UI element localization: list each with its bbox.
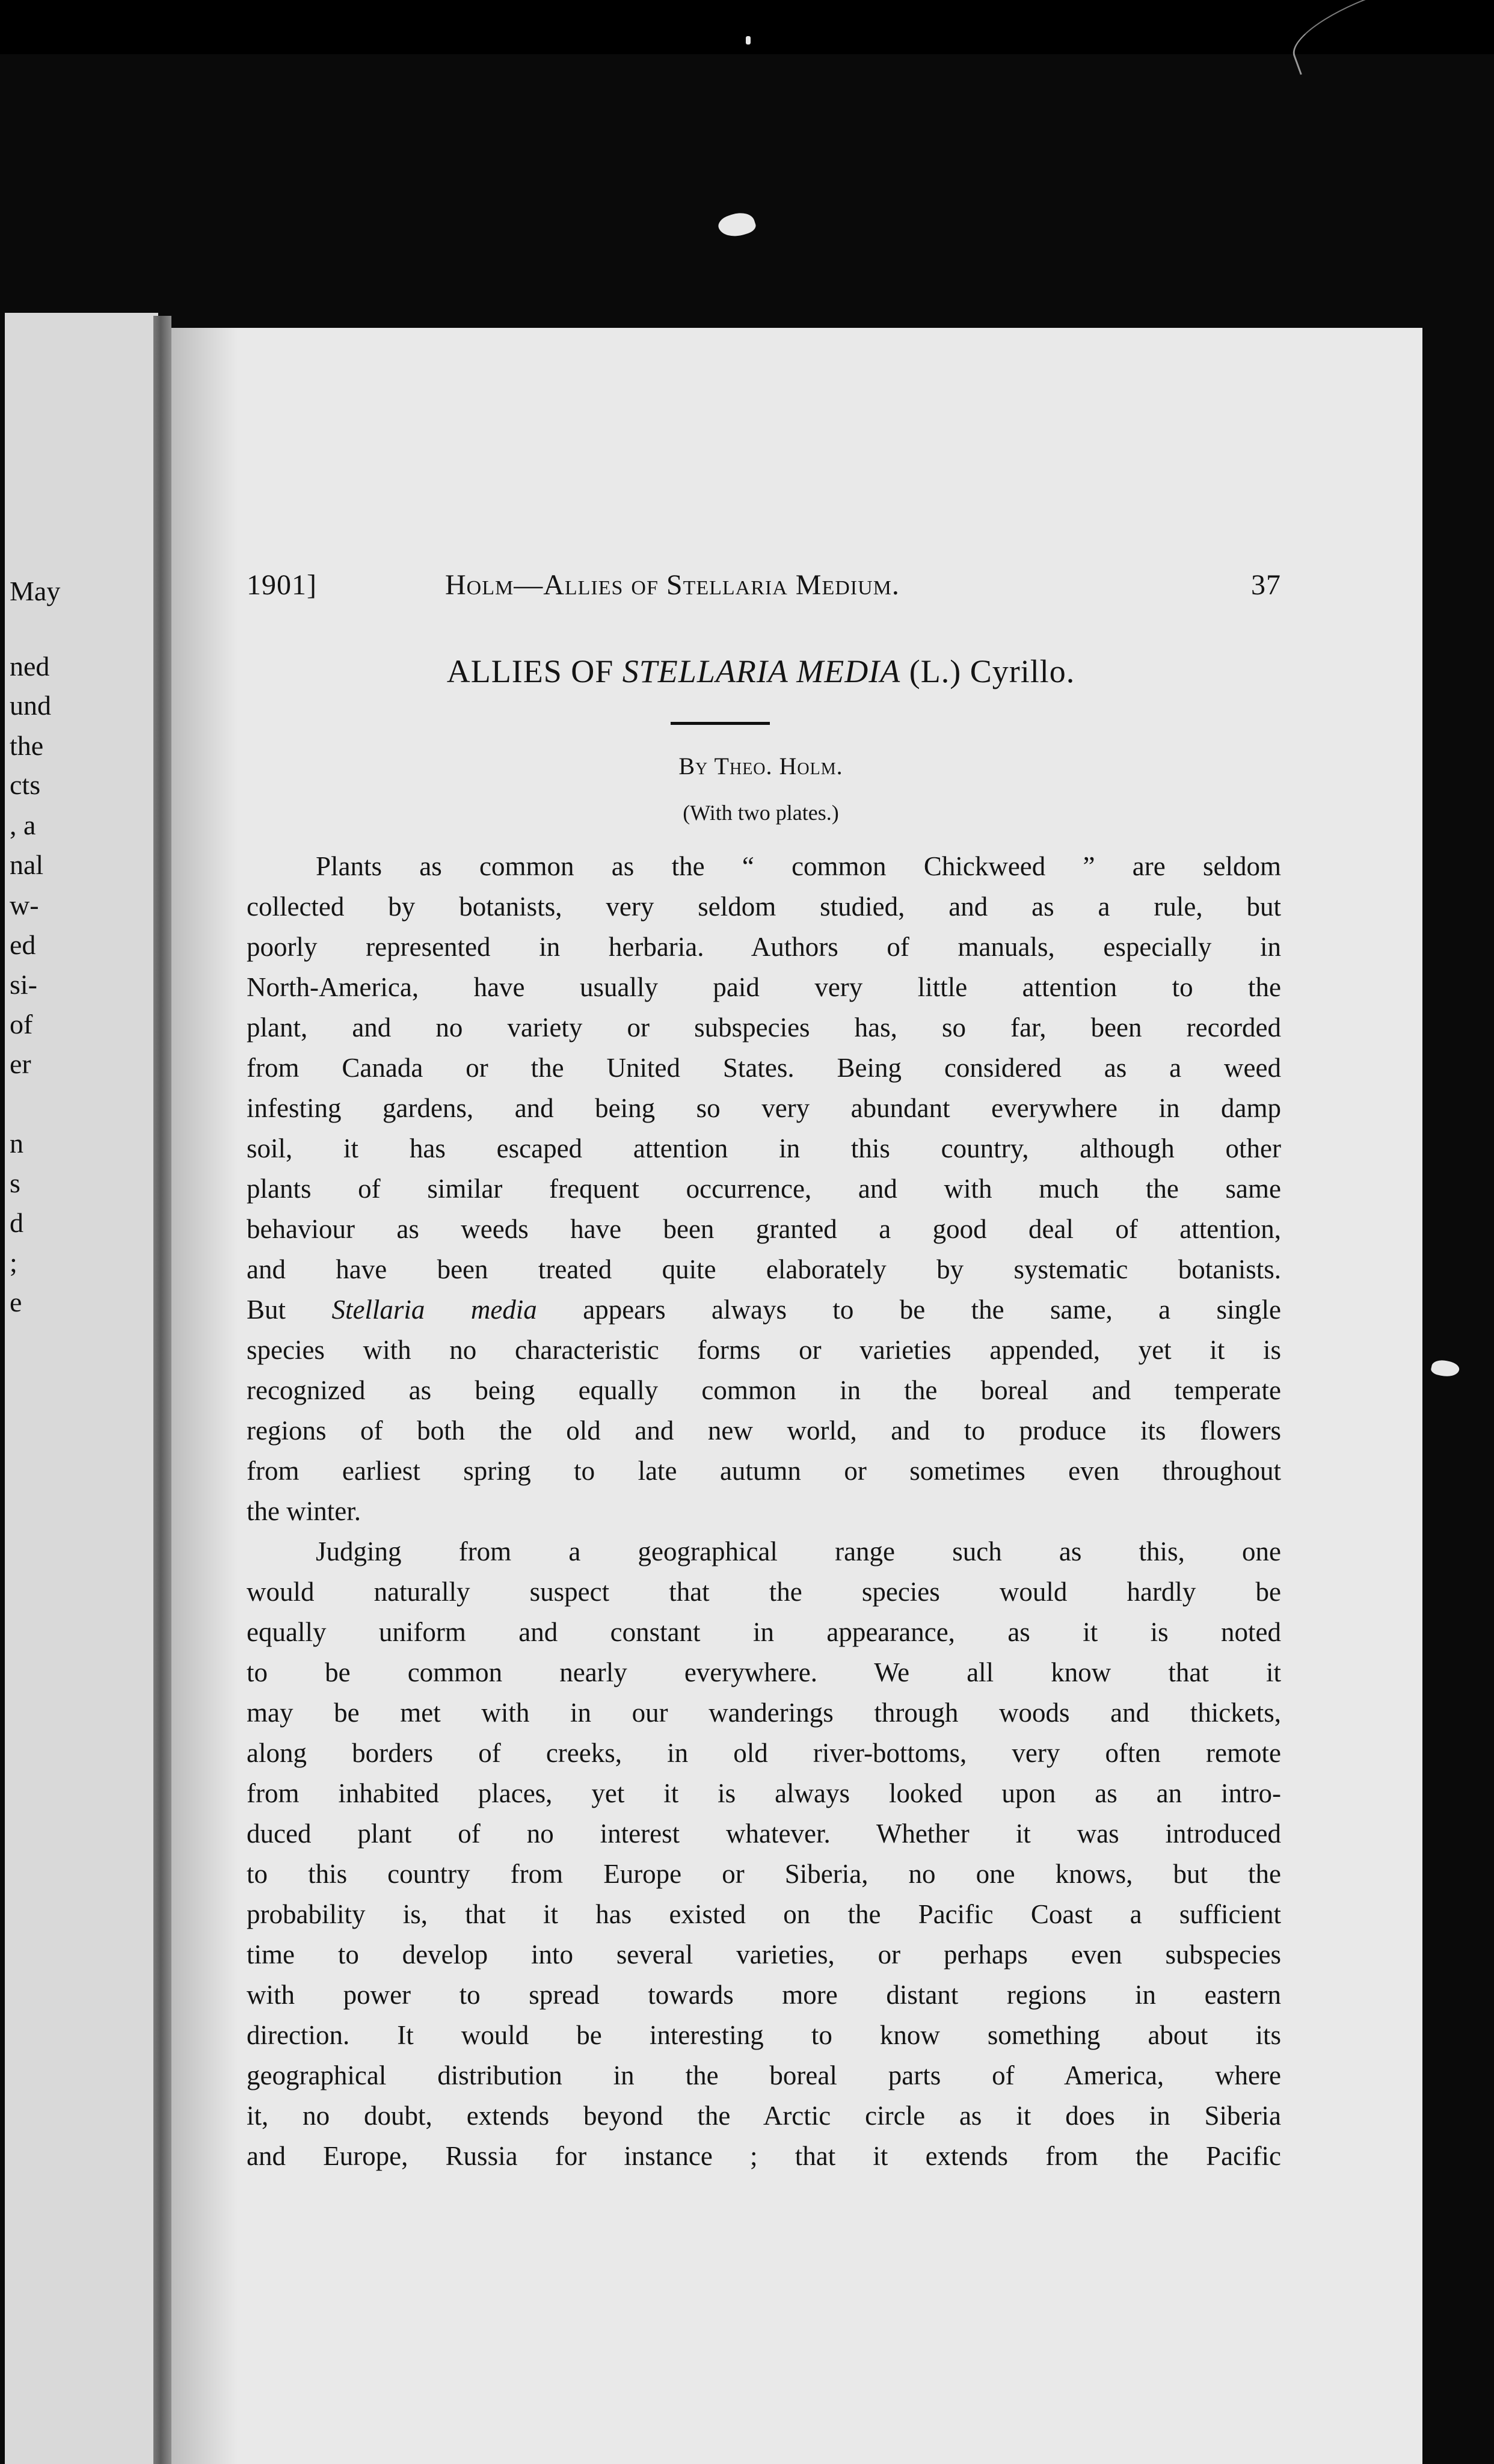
body-line: from inhabited places, yet it is always looked upon as an intro- xyxy=(247,1778,1281,1808)
book-gutter xyxy=(153,316,171,2464)
body-line: from earliest spring to late autumn or sometimes even throughout xyxy=(247,1456,1281,1486)
running-head-year: 1901] xyxy=(247,569,317,601)
body-line: would naturally suspect that the species would hardly be xyxy=(247,1577,1281,1607)
page-curl-shadow xyxy=(171,328,238,2464)
article-body xyxy=(247,846,1281,2176)
body-line: it, no doubt, extends beyond the Arctic circle as it does in Siberia xyxy=(247,2101,1281,2131)
body-line: poorly represented in herbaria. Authors of manuals, especially in xyxy=(247,932,1281,962)
facing-page-line: n xyxy=(10,1128,23,1159)
body-line: North-America, have usually paid very little attention to the xyxy=(247,972,1281,1002)
body-line-prefix: But xyxy=(247,1295,286,1325)
body-line: regions of both the old and new world, and to produce its flowers xyxy=(247,1415,1281,1446)
dust-speck xyxy=(746,36,751,45)
dust-speck xyxy=(1430,1358,1460,1379)
body-line: collected by botanists, very seldom studied, and as a rule, but xyxy=(247,892,1281,922)
body-line: behaviour as weeds have been granted a good deal of attention, xyxy=(247,1214,1281,1244)
scan-top-border xyxy=(0,0,1494,54)
body-line: duced plant of no interest whatever. Whether it was introduced xyxy=(247,1819,1281,1849)
body-line: soil, it has escaped attention in this country, although other xyxy=(247,1133,1281,1163)
facing-page-fragment xyxy=(5,313,158,2464)
body-line: from Canada or the United States. Being considered as a weed xyxy=(247,1053,1281,1083)
body-line: the winter. xyxy=(247,1496,361,1526)
running-head-title: Holm—Allies of Stellaria Medium. xyxy=(445,569,900,601)
body-line: equally uniform and constant in appearance, as it is noted xyxy=(247,1617,1281,1647)
body-line: along borders of creeks, in old river-bottoms, very often remote xyxy=(247,1738,1281,1768)
facing-page-line: s xyxy=(10,1168,20,1198)
facing-page-line: er xyxy=(10,1049,31,1079)
body-line: time to develop into several varieties, or perhaps even subspecies xyxy=(247,1939,1281,1970)
facing-page-line: ed xyxy=(10,929,36,960)
body-line: geographical distribution in the boreal parts of America, where xyxy=(247,2060,1281,2090)
body-line: direction. It would be interesting to know something about its xyxy=(247,2020,1281,2050)
body-line: probability is, that it has existed on the Pacific Coast a sufficient xyxy=(247,1899,1281,1929)
article-title-suffix: (L.) Cyrillo. xyxy=(909,653,1075,689)
running-head xyxy=(247,568,1281,611)
author-byline: By Theo. Holm. xyxy=(678,753,843,780)
body-line: plants of similar frequent occurrence, and with much the same xyxy=(247,1174,1281,1204)
facing-page-line: d xyxy=(10,1207,23,1238)
body-line: and have been treated quite elaborately by systematic botanists. xyxy=(247,1254,1281,1284)
body-line: to be common nearly everywhere. We all know that it xyxy=(247,1657,1281,1687)
facing-page-line: , a xyxy=(10,810,36,840)
title-rule xyxy=(671,722,770,725)
body-line: recognized as being equally common in the boreal and temperate xyxy=(247,1375,1281,1405)
body-line: and Europe, Russia for instance ; that it extends from the Pacific xyxy=(247,2141,1281,2171)
page-number: 37 xyxy=(1251,569,1281,601)
body-line: infesting gardens, and being so very abundant everywhere in damp xyxy=(247,1093,1281,1123)
body-line: plant, and no variety or subspecies has, so far, been recorded xyxy=(247,1012,1281,1043)
facing-page-line: si- xyxy=(10,969,37,1000)
facing-page-line: nal xyxy=(10,849,44,880)
journal-page xyxy=(171,328,1422,2464)
species-name-italic: Stellaria media xyxy=(331,1295,537,1325)
body-line: Plants as common as the “ common Chickweed ” are seldom xyxy=(316,851,1281,881)
dust-speck xyxy=(716,209,758,242)
body-line-rest: appears always to be the same, a single xyxy=(583,1295,1281,1325)
body-line: with power to spread towards more distant regions in eastern xyxy=(247,1980,1281,2010)
facing-page-line: e xyxy=(10,1287,22,1317)
facing-page-line: cts xyxy=(10,769,41,800)
article-title-prefix: ALLIES OF xyxy=(446,653,614,689)
facing-page-line: w- xyxy=(10,890,39,920)
body-line: Judging from a geographical range such as this, one xyxy=(316,1536,1281,1566)
body-line: species with no characteristic forms or varieties appended, yet it is xyxy=(247,1335,1281,1365)
article-title xyxy=(171,653,1350,690)
facing-page-line: of xyxy=(10,1009,33,1040)
article-title-species: STELLARIA MEDIA xyxy=(622,653,901,689)
facing-page-line: ; xyxy=(10,1247,17,1278)
facing-page-line: ned xyxy=(10,651,50,682)
facing-page-line: the xyxy=(10,730,44,761)
body-line xyxy=(247,1290,1281,1330)
facing-page-line: und xyxy=(10,690,51,721)
plates-note: (With two plates.) xyxy=(683,801,839,825)
body-line: to this country from Europe or Siberia, no one knows, but the xyxy=(247,1859,1281,1889)
facing-page-line: May xyxy=(10,576,61,606)
body-line: may be met with in our wanderings through woods and thickets, xyxy=(247,1698,1281,1728)
